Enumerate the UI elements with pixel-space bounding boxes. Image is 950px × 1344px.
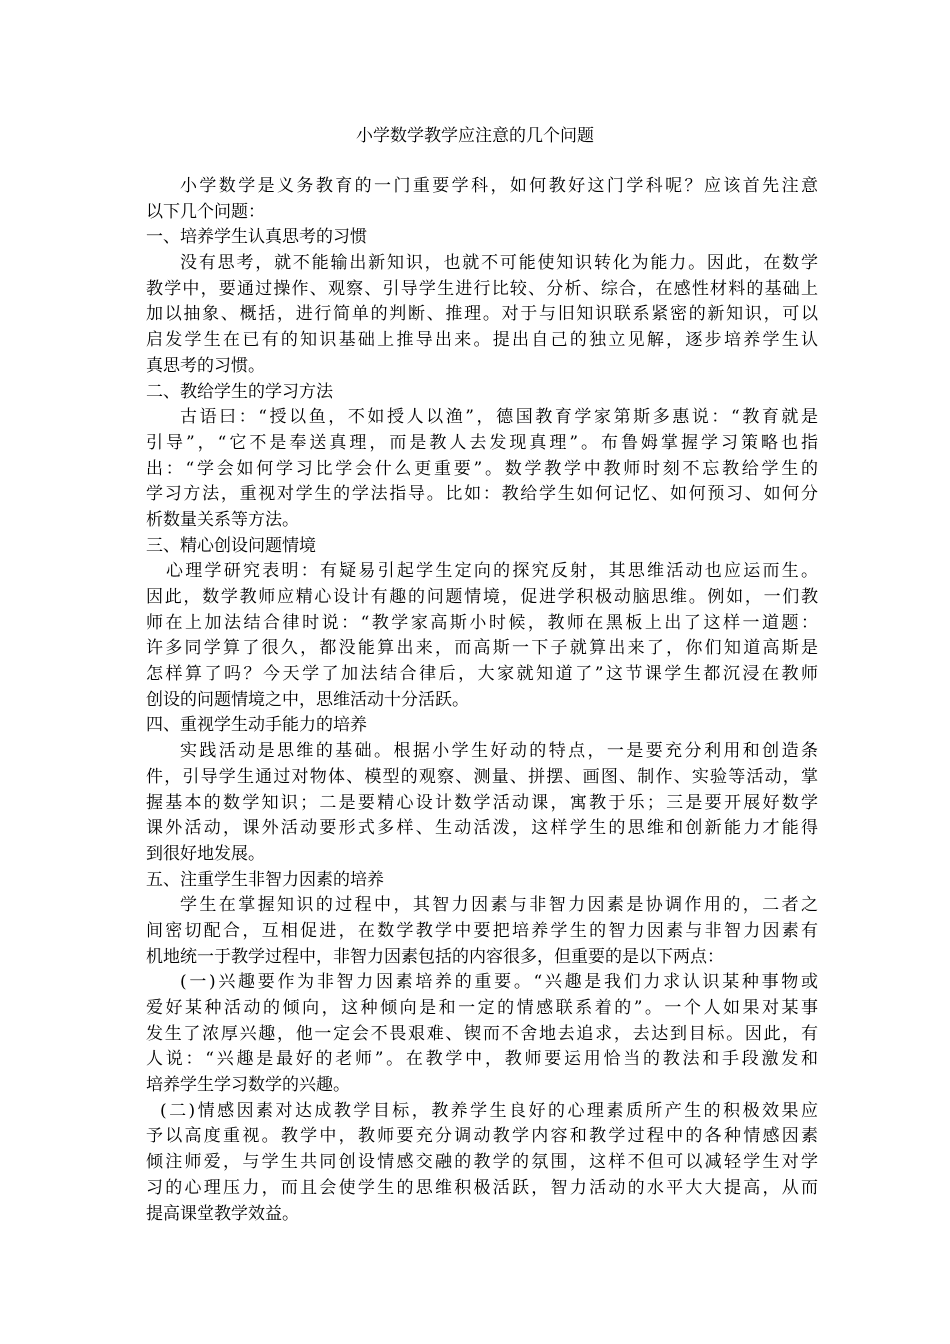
text-line: 机地统一于教学过程中，非智力因素包括的内容很多，但重要的是以下两点： — [146, 946, 724, 967]
text-line: 没有思考，就不能输出新知识，也就不可能使知识转化为能力。因此，在数学 — [180, 253, 818, 274]
text-line: 怎样算了吗？今天学了加法结合律后，大家就知道了”这节课学生都沉浸在教师 — [146, 664, 818, 685]
text-line: 二、教给学生的学习方法 — [146, 381, 333, 402]
text-line: 予以高度重视。教学中，教师要充分调动教学内容和教学过程中的各种情感因素 — [146, 1126, 818, 1147]
text-line: 古语曰：“授以鱼，不如授人以渔”，德国教育学家第斯多惠说：“教育就是 — [180, 407, 818, 428]
text-line: 件，引导学生通过对物体、模型的观察、测量、拼摆、画图、制作、实验等活动，掌 — [146, 766, 818, 787]
text-line: 学习方法，重视对学生的学法指导。比如：教给学生如何记忆、如何预习、如何分 — [146, 484, 818, 505]
text-line: 学生在掌握知识的过程中，其智力因素与非智力因素是协调作用的，二者之 — [180, 895, 818, 916]
text-line: 许多同学算了很久，都没能算出来，而高斯一下子就算出来了，你们知道高斯是 — [146, 638, 818, 659]
text-line: 间密切配合，互相促进，在数学教学中要把培养学生的智力因素与非智力因素有 — [146, 920, 818, 941]
document-body — [146, 174, 818, 1227]
text-line: 教学中，要通过操作、观察、引导学生进行比较、分析、综合，在感性材料的基础上 — [146, 278, 818, 299]
text-line: 四、重视学生动手能力的培养 — [146, 715, 367, 736]
text-line: 一、培养学生认真思考的习惯 — [146, 227, 367, 248]
text-line: 爱好某种活动的倾向，这种倾向是和一定的情感联系着的”。一个人如果对某事 — [146, 998, 818, 1018]
text-line: 发生了浓厚兴趣，他一定会不畏艰难、锲而不舍地去追求，去达到目标。因此，有 — [146, 1023, 818, 1044]
text-line: 师在上加法结合律时说：“教学家高斯小时候，教师在黑板上出了这样一道题： — [146, 612, 818, 633]
text-line: 以下几个问题： — [146, 201, 265, 222]
text-line: 心理学研究表明：有疑易引起学生定向的探究反射，其思维活动也应运而生。 — [166, 561, 818, 582]
text-line: 倾注师爱，与学生共同创设情感交融的教学的氛围，这样不但可以减轻学生对学 — [146, 1152, 818, 1173]
text-line: 握基本的数学知识；二是要精心设计数学活动课，寓教于乐；三是要开展好数学 — [146, 792, 818, 813]
text-line: 启发学生在已有的知识基础上推导出来。提出自己的独立见解，逐步培养学生认 — [146, 330, 818, 351]
text-line: 真思考的习惯。 — [146, 355, 265, 376]
text-line: 加以抽象、概括，进行简单的判断、推理。对于与旧知识联系紧密的新知识，可以 — [146, 304, 818, 325]
text-line: 提高课堂教学效益。 — [146, 1203, 299, 1224]
text-line: 析数量关系等方法。 — [146, 509, 299, 530]
document-title: 小学数学教学应注意的几个问题 — [356, 126, 594, 146]
text-line: 出：“学会如何学习比学会什么更重要”。数学教学中教师时刻不忘教给学生的 — [146, 458, 818, 479]
text-line: 引导”，“它不是奉送真理，而是教人去发现真理”。布鲁姆掌握学习策略也指 — [146, 432, 818, 453]
text-line: 培养学生学习数学的兴趣。 — [146, 1075, 350, 1096]
text-line: 人说：“兴趣是最好的老师”。在教学中，教师要运用恰当的教法和手段激发和 — [146, 1049, 818, 1070]
text-line: 习的心理压力，而且会使学生的思维积极活跃，智力活动的水平大大提高，从而 — [146, 1177, 818, 1198]
text-line: 实践活动是思维的基础。根据小学生好动的特点，一是要充分利用和创造条 — [180, 741, 818, 762]
text-line: 因此，数学教师应精心设计有趣的问题情境，促进学积极动脑思维。例如，一们教 — [146, 587, 818, 607]
text-line: 小学数学是义务教育的一门重要学科，如何教好这门学科呢？应该首先注意 — [180, 176, 818, 196]
text-line: (一)兴趣要作为非智力因素培养的重要。“兴趣是我们力求认识某种事物或 — [180, 972, 818, 993]
text-line: 课外活动，课外活动要形式多样、生动活泼，这样学生的思维和创新能力才能得 — [146, 818, 818, 839]
text-line: 到很好地发展。 — [146, 843, 265, 864]
text-line: 五、注重学生非智力因素的培养 — [146, 869, 384, 890]
text-line: (二)情感因素对达成教学目标，教养学生良好的心理素质所产生的积极效果应 — [160, 1100, 818, 1121]
text-line: 创设的问题情境之中，思维活动十分活跃。 — [146, 689, 469, 710]
text-line: 三、精心创设问题情境 — [146, 535, 316, 556]
